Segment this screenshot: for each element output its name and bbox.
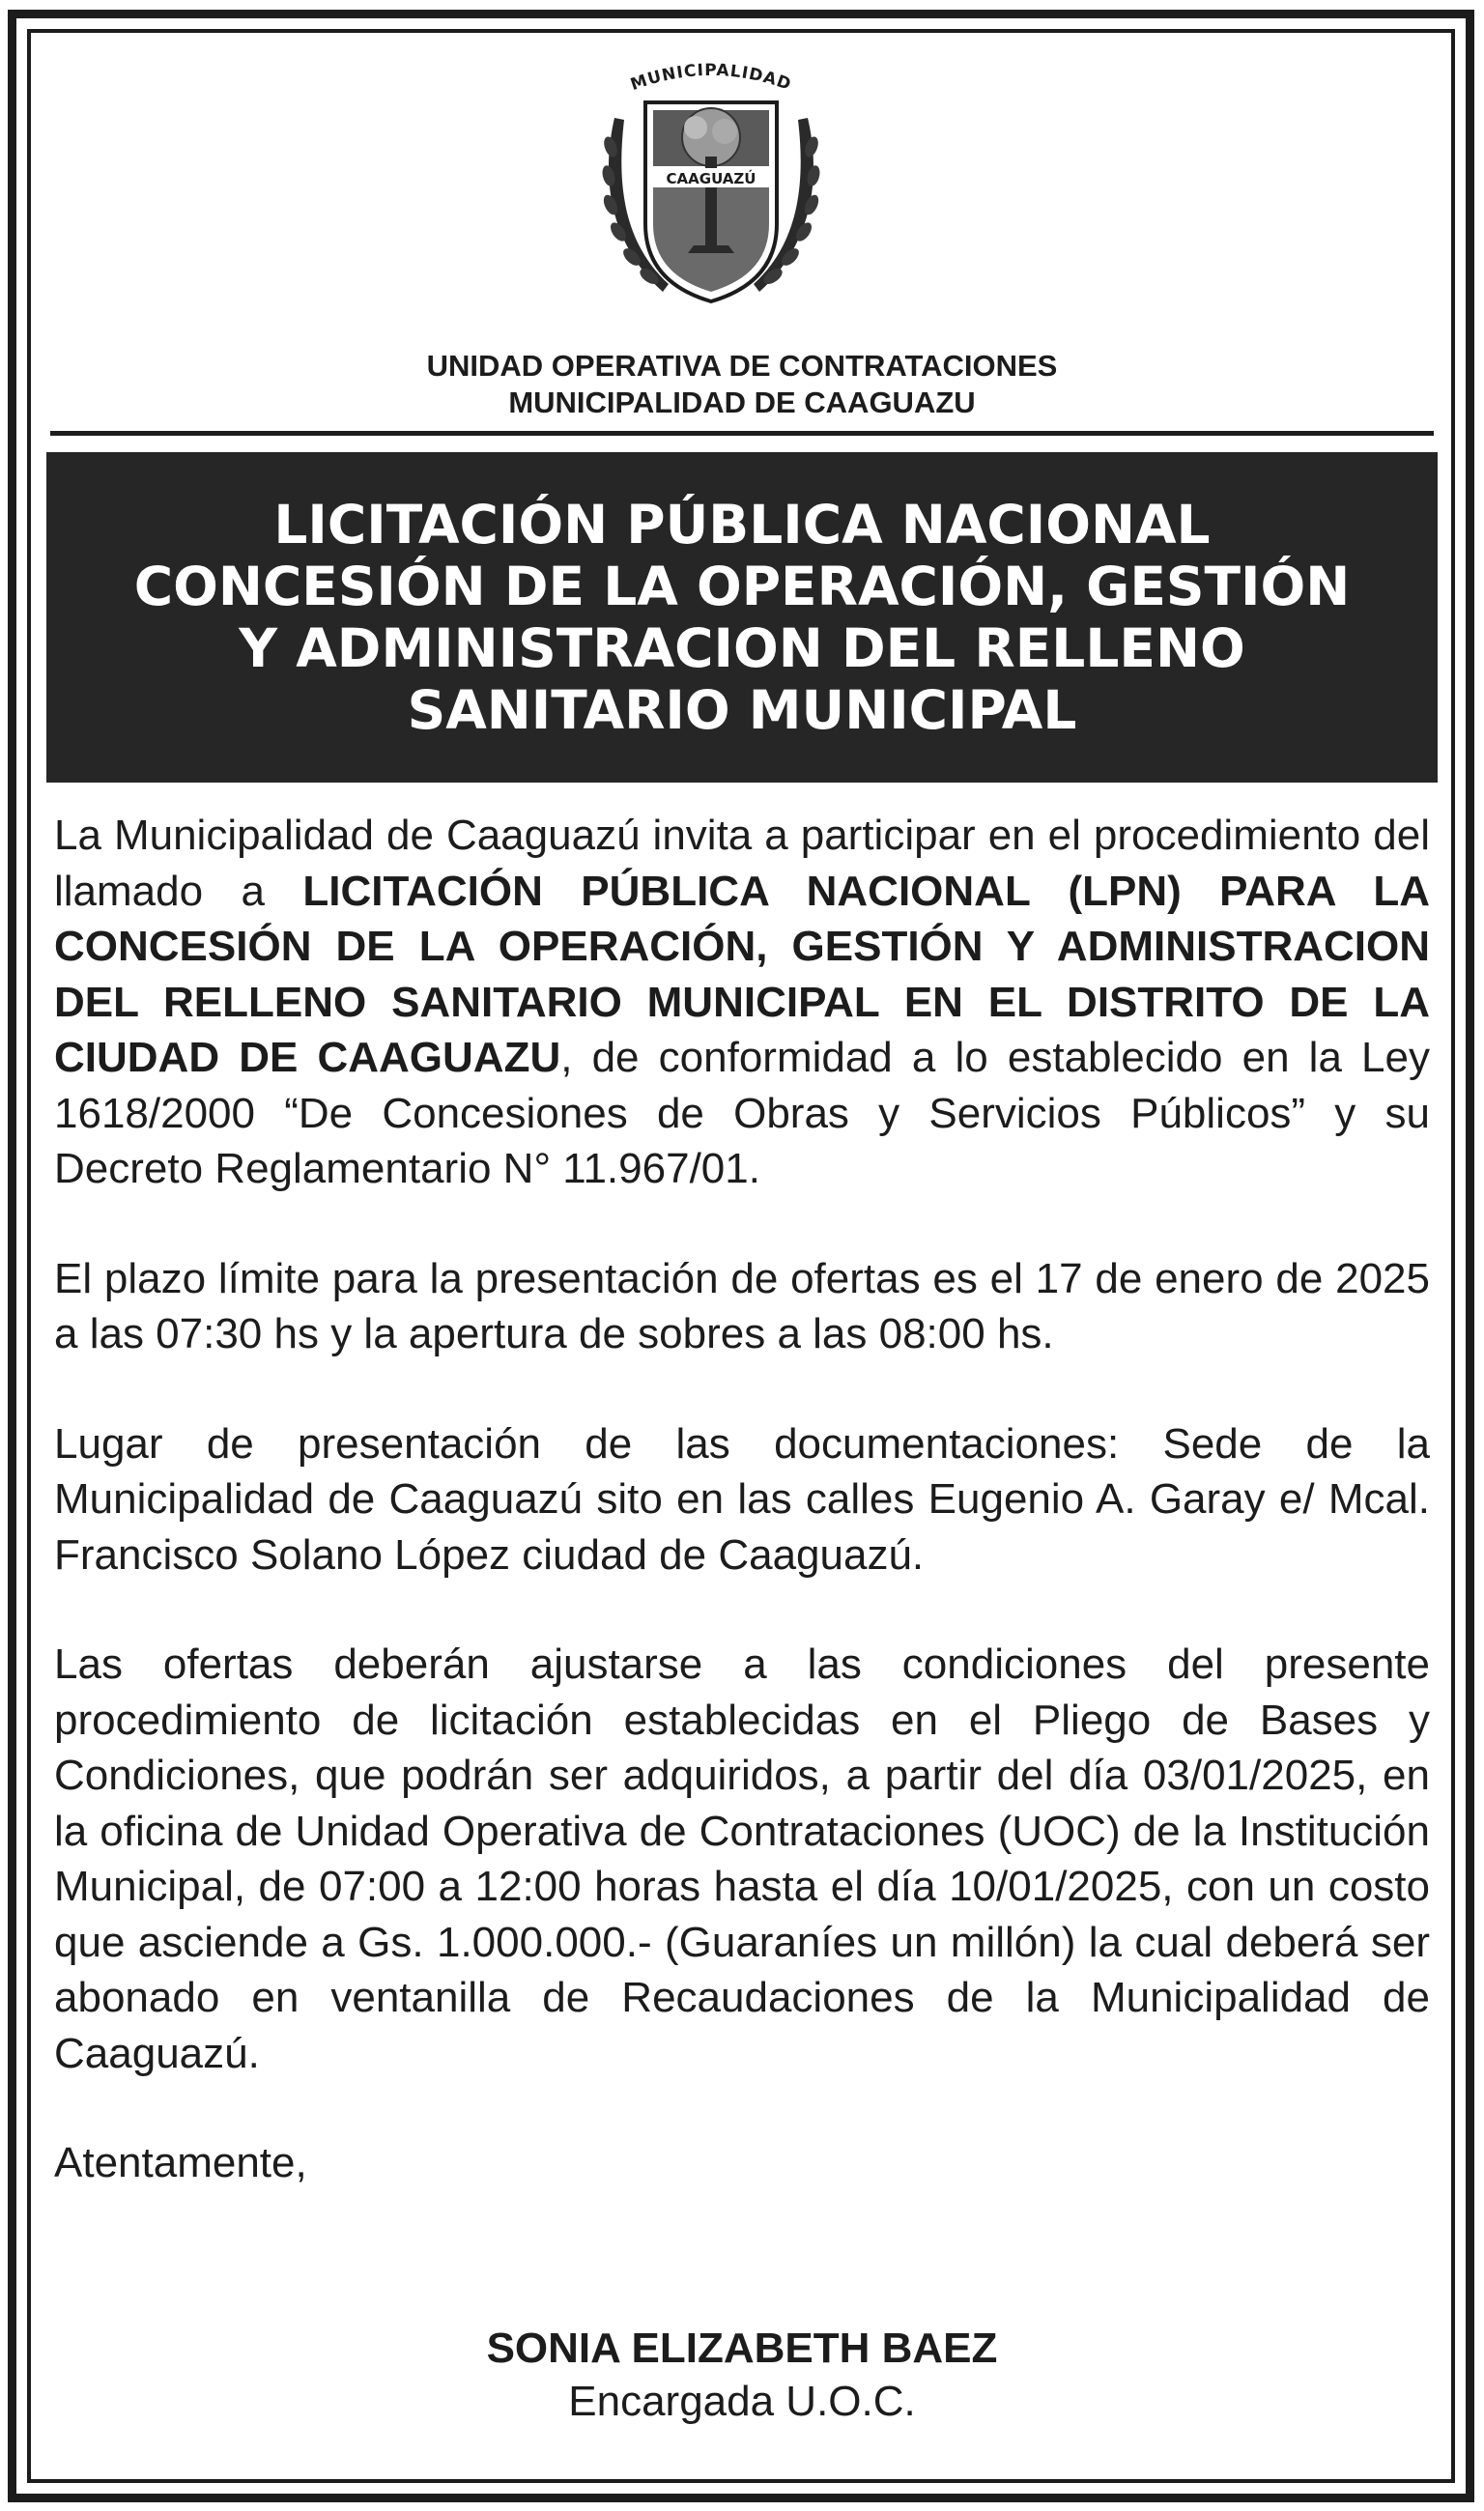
header-line-2: MUNICIPALIDAD DE CAAGUAZU bbox=[508, 385, 976, 419]
paragraph-conditions: Las ofertas deberán ajustarse a las condiciones del presente procedimiento de licitación establecidas en el Pliego de Bases y Condiciones, que podrán ser adquiridos, a partir del día 03/01/2025, en la oficina de Unidad Operativa de Contrataciones (UOC) de la Institución Municipal, de 07:00 a 12:00 horas hasta el día 10/01/2025, con un costo que asciende a Gs. 1.000.000.- (Guaraníes un millón) la cual deberá ser abonado en ventanilla de Recaudaciones de la Municipalidad de Caaguazú. bbox=[54, 1641, 1430, 2077]
notice-body bbox=[54, 808, 1430, 2245]
paragraph-deadline: El plazo límite para la presentación de ofertas es el 17 de enero de 2025 a las 07:30 hs y la apertura de sobres a las 08:00 hs. bbox=[54, 1254, 1430, 1357]
title-line-1: LICITACIÓN PÚBLICA NACIONAL bbox=[273, 494, 1211, 556]
invitation-tender-name: LICITACIÓN PÚBLICA NACIONAL (LPN) PARA LA CONCESIÓN DE LA OPERACIÓN, GESTIÓN Y ADMINISTRACION DEL RELLENO SANITARIO MUNICIPAL EN EL DISTRITO DE LA CIUDAD DE CAAGUAZU bbox=[54, 867, 1430, 1081]
seal-arc-text: MUNICIPALIDAD bbox=[628, 60, 794, 96]
paragraph-location: Lugar de presentación de las documentaciones: Sede de la Municipalidad de Caaguazú sito en las calles Eugenio A. Garay e/ Mcal. Francisco Solano López ciudad de Caaguazú. bbox=[54, 1419, 1430, 1579]
signatory-role: Encargada U.O.C. bbox=[568, 2378, 916, 2425]
header-line-1: UNIDAD OPERATIVA DE CONTRATACIONES bbox=[426, 349, 1058, 383]
issuing-office-header bbox=[0, 348, 1484, 421]
municipal-seal-logo bbox=[595, 60, 827, 321]
title-line-2: CONCESIÓN DE LA OPERACIÓN, GESTIÓN bbox=[133, 556, 1351, 617]
title-line-4: SANITARIO MUNICIPAL bbox=[407, 679, 1077, 741]
paragraph-invitation bbox=[54, 808, 1430, 1197]
svg-text:MUNICIPALIDAD bbox=[628, 61, 794, 95]
signatory-name: SONIA ELIZABETH BAEZ bbox=[486, 2325, 998, 2372]
invitation-legal-basis: , de conformidad a lo establecido en la Ley 1618/2000 “De Concesiones de Obras y Servicios Públicos” y su Decreto Reglamentario N° 11.967/01. bbox=[54, 1034, 1430, 1192]
closing-salutation: Atentamente, bbox=[54, 2139, 307, 2186]
seal-shield-text: CAAGUAZÚ bbox=[666, 170, 756, 187]
title-banner bbox=[46, 452, 1438, 783]
invitation-intro: La Municipalidad de Caaguazú invita a participar en el procedimiento del llamado a bbox=[54, 812, 1430, 915]
header-divider bbox=[50, 431, 1434, 436]
signature-block bbox=[0, 2323, 1484, 2429]
title-line-3: Y ADMINISTRACION DEL RELLENO bbox=[239, 617, 1245, 679]
